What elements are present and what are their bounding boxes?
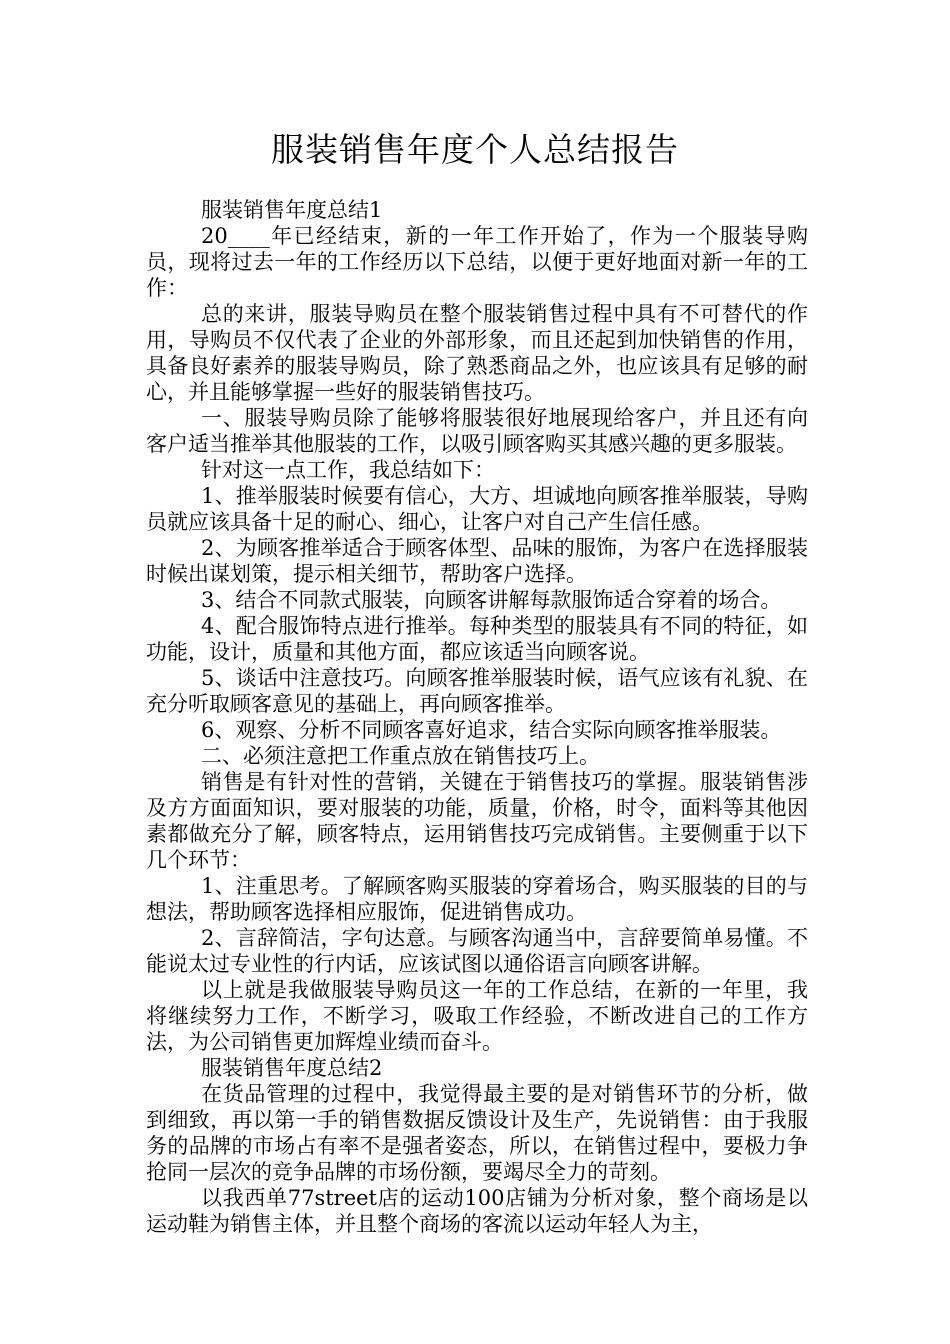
list-item: 2、为顾客推举适合于顾客体型、品味的服饰，为客户在选择服装时候出谋划策，提示相关细节，帮助客户选择。 <box>146 536 808 586</box>
list-item: 4、配合服饰特点进行推举。每种类型的服装具有不同的特征，如功能，设计，质量和其他方面，都应该适当向顾客说。 <box>146 614 808 664</box>
section-heading-1: 服装销售年度总结1 <box>201 198 383 222</box>
document-body <box>146 197 808 1237</box>
paragraph: 在货品管理的过程中，我觉得最主要的是对销售环节的分析，做到细致，再以第一手的销售数据反馈设计及生产，先说销售：由于我服务的品牌的市场占有率不是强者姿态，所以，在销售过程中，要极力争抢同一层次的竞争品牌的市场份额，要竭尽全力的苛刻。 <box>146 1082 808 1184</box>
paragraph: 20____年已经结束，新的一年工作开始了，作为一个服装导购员，现将过去一年的工作经历以下总结，以便于更好地面对新一年的工作： <box>146 224 808 300</box>
list-item: 2、言辞简洁，字句达意。与顾客沟通当中，言辞要简单易懂。不能说太过专业性的行内话，应该试图以通俗语言向顾客讲解。 <box>146 926 808 976</box>
paragraph: 针对这一点工作，我总结如下： <box>201 458 495 482</box>
paragraph: 以上就是我做服装导购员这一年的工作总结，在新的一年里，我将继续努力工作，不断学习，吸取工作经验，不断改进自己的工作方法，为公司销售更加辉煌业绩而奋斗。 <box>146 978 808 1054</box>
paragraph: 销售是有针对性的营销，关键在于销售技巧的掌握。服装销售涉及方方面面知识，要对服装的功能，质量，价格，时令，面料等其他因素都做充分了解，顾客特点，运用销售技巧完成销售。主要侧重于以下几个环节： <box>146 770 808 872</box>
list-item: 3、结合不同款式服装，向顾客讲解每款服饰适合穿着的场合。 <box>201 588 782 612</box>
list-item: 5、谈话中注意技巧。向顾客推举服装时候，语气应该有礼貌、在充分听取顾客意见的基础上，再向顾客推举。 <box>146 666 808 716</box>
list-item: 1、推举服装时候要有信心，大方、坦诚地向顾客推举服装，导购员就应该具备十足的耐心、细心，让客户对自己产生信任感。 <box>146 484 808 534</box>
paragraph: 二、必须注意把工作重点放在销售技巧上。 <box>201 744 600 768</box>
list-item: 6、观察、分析不同顾客喜好追求，结合实际向顾客推举服装。 <box>201 718 782 742</box>
paragraph: 总的来讲，服装导购员在整个服装销售过程中具有不可替代的作用，导购员不仅代表了企业的外部形象，而且还起到加快销售的作用，具备良好素养的服装导购员，除了熟悉商品之外，也应该具有足够的耐心，并且能够掌握一些好的服装销售技巧。 <box>146 302 808 404</box>
section-heading-2: 服装销售年度总结2 <box>201 1056 383 1080</box>
document-title: 服装销售年度个人总结报告 <box>271 130 679 169</box>
paragraph: 以我西单77street店的运动100店铺为分析对象，整个商场是以运动鞋为销售主体，并且整个商场的客流以运动年轻人为主， <box>146 1186 808 1236</box>
list-item: 1、注重思考。了解顾客购买服装的穿着场合，购买服装的目的与想法，帮助顾客选择相应服饰，促进销售成功。 <box>146 874 808 924</box>
paragraph: 一、服装导购员除了能够将服装很好地展现给客户，并且还有向客户适当推举其他服装的工作，以吸引顾客购买其感兴趣的更多服装。 <box>146 406 808 456</box>
